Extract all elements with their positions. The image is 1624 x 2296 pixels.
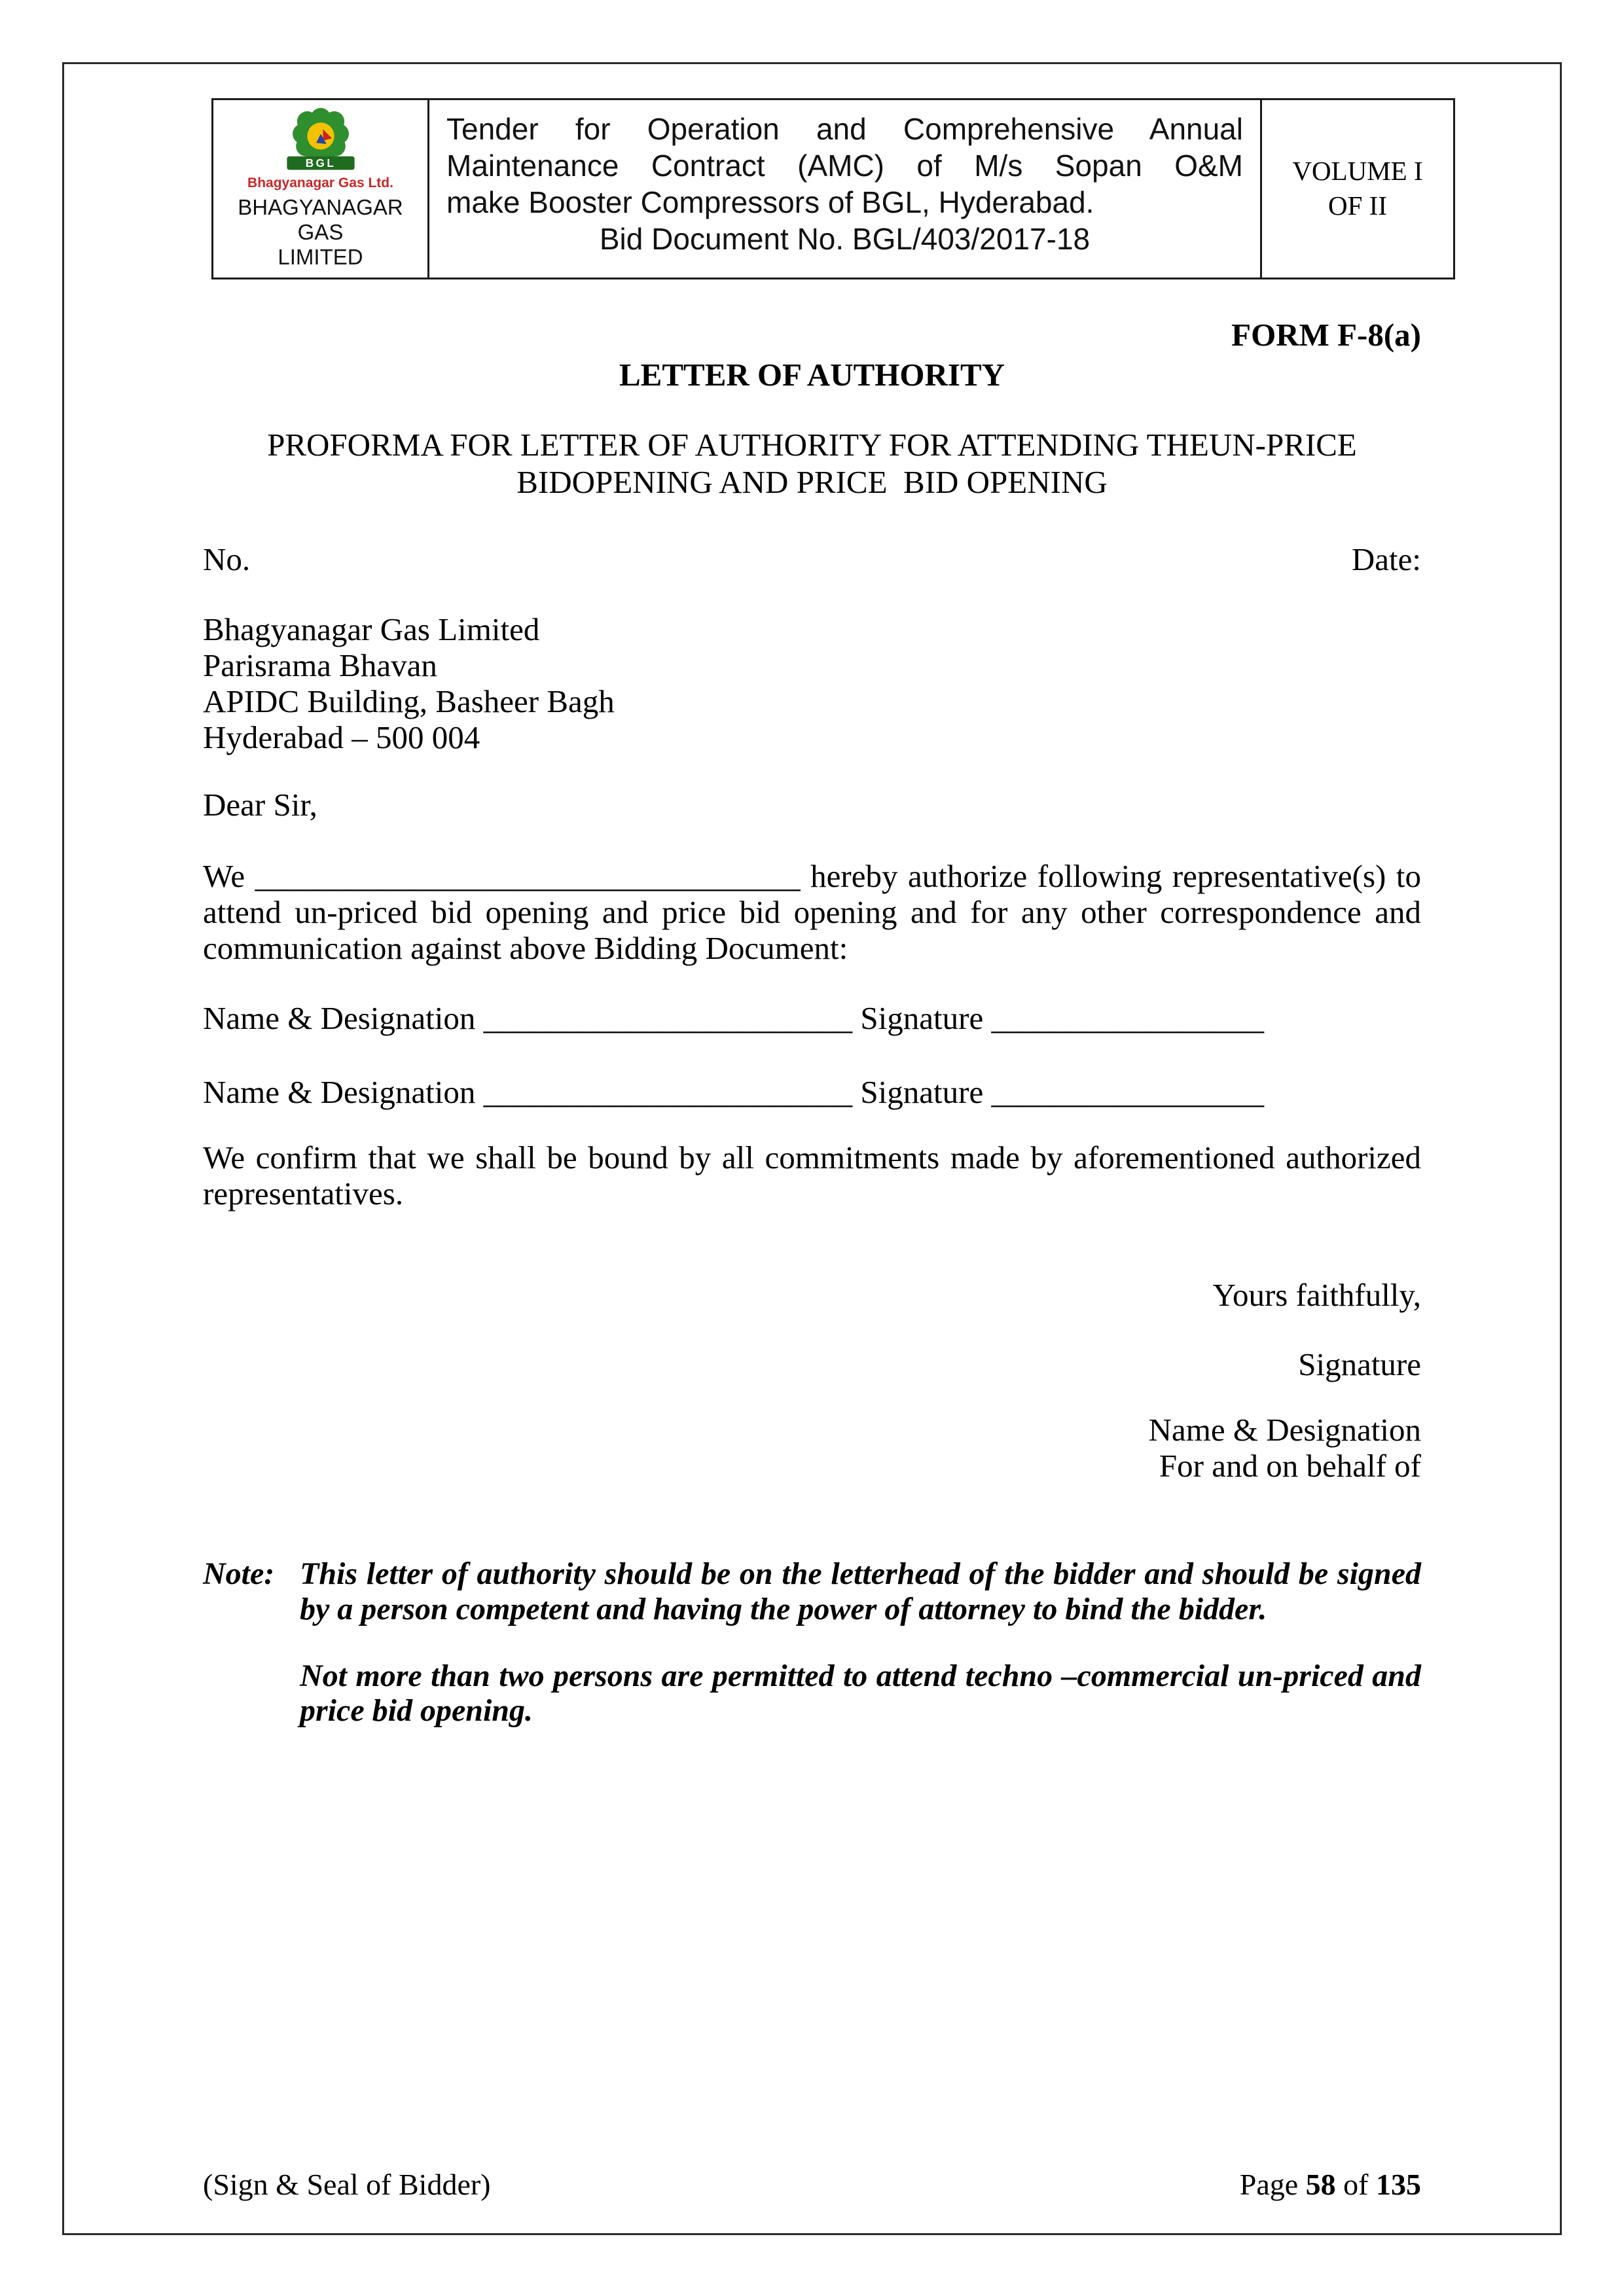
- form-number: FORM F-8(a): [1231, 316, 1421, 353]
- salutation: Dear Sir,: [203, 786, 317, 823]
- note-paragraph-2: Not more than two persons are permitted to attend techno –commercial un-priced and price bid opening.: [300, 1658, 1421, 1729]
- signoff-faithfully: Yours faithfully,: [1212, 1276, 1421, 1313]
- logo-company-name: [217, 195, 424, 270]
- document-body: [64, 317, 1560, 1729]
- note-paragraph-1: This letter of authority should be on the letterhead of the bidder and should be signed by a person competent and having the power of attorney to bind the bidder.: [300, 1556, 1421, 1626]
- page-word: Page: [1239, 2168, 1306, 2201]
- sign-seal-label: (Sign & Seal of Bidder): [203, 2168, 491, 2201]
- page-title: LETTER OF AUTHORITY: [619, 356, 1005, 393]
- page-total: 135: [1376, 2168, 1421, 2201]
- note-section: [203, 1556, 1421, 1729]
- authorize-paragraph: We __________________________________ hereby authorize following representative(s) to attend un-priced bid opening and price bid opening and for any other correspondence and communication against above Bidding Document:: [203, 858, 1421, 967]
- address-line-company: Bhagyanagar Gas Limited: [203, 611, 540, 648]
- logo-company-line1: BHAGYANAGAR GAS: [238, 195, 403, 244]
- logo-cell: [213, 100, 429, 278]
- address-line-street: APIDC Building, Basheer Bagh: [203, 683, 615, 719]
- note-label: Note:: [203, 1556, 275, 1592]
- volume-line2: OF II: [1328, 190, 1387, 221]
- volume-cell: [1262, 100, 1453, 278]
- tender-title-line2: Maintenance Contract (AMC) of M/s Sopan O&M: [446, 149, 1243, 183]
- proforma-subtitle-line1: PROFORMA FOR LETTER OF AUTHORITY FOR ATTENDING THEUN-PRICE: [267, 426, 1357, 463]
- signoff-name-designation: Name & Designation: [1148, 1412, 1421, 1448]
- recipient-address: [203, 612, 1421, 756]
- note-body: [300, 1556, 1421, 1729]
- date-label: Date:: [1351, 541, 1421, 578]
- proforma-subtitle: [203, 426, 1421, 502]
- no-date-row: [203, 542, 1421, 578]
- representative-line-1: Name & Designation _______________________ Signature _________________: [203, 1000, 1264, 1037]
- tender-title-cell: [429, 100, 1262, 278]
- address-line-city: Hyderabad – 500 004: [203, 719, 480, 755]
- no-label: No.: [203, 541, 251, 578]
- representative-line-2: Name & Designation _______________________ Signature _________________: [203, 1073, 1264, 1110]
- proforma-subtitle-line2: BIDOPENING AND PRICE BID OPENING: [516, 464, 1108, 501]
- volume-line1: VOLUME I: [1292, 156, 1423, 187]
- address-line-building: Parisrama Bhavan: [203, 647, 437, 683]
- bid-document-number: Bid Document No. BGL/403/2017-18: [599, 222, 1091, 257]
- logo-company-small: Bhagyanagar Gas Ltd.: [247, 175, 393, 190]
- page-current: 58: [1305, 2168, 1336, 2201]
- header-table: [211, 98, 1455, 279]
- tender-title-line1: Tender for Operation and Comprehensive Annual: [446, 112, 1243, 146]
- page-border: [62, 62, 1562, 2235]
- logo-abbr-text: BGL: [305, 156, 336, 170]
- of-word: of: [1335, 2168, 1376, 2201]
- signoff-behalf: For and on behalf of: [1159, 1448, 1421, 1484]
- confirmation-paragraph: We confirm that we shall be bound by all commitments made by aforementioned authorized representatives.: [203, 1139, 1421, 1211]
- logo-company-line2: LIMITED: [278, 244, 363, 269]
- bgl-logo-icon: [264, 107, 377, 177]
- page-footer: [203, 2167, 1421, 2202]
- signoff-signature-label: Signature: [1298, 1346, 1421, 1383]
- page-number: [1240, 2167, 1421, 2202]
- tender-title-line3: make Booster Compressors of BGL, Hyderabad.: [446, 185, 1094, 220]
